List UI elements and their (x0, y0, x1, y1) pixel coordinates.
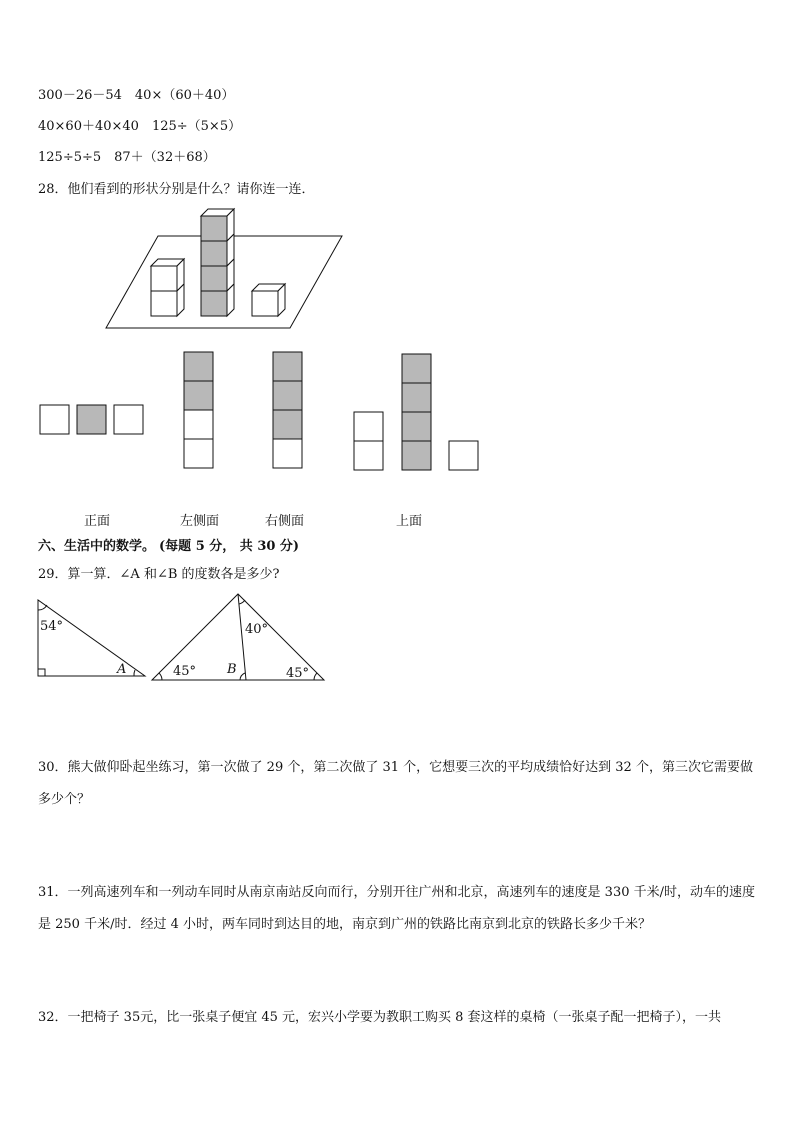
right-triangle-figure (38, 600, 145, 677)
view-label-right: 右侧面 (265, 514, 305, 529)
middle-cube-stack (201, 209, 234, 316)
tri2-label-b: B (227, 662, 237, 677)
exercise-row-3: 125÷5÷5 87＋（32＋68） (38, 150, 216, 165)
right-cube (252, 284, 285, 316)
view-option-right (273, 352, 302, 468)
exercise-row-1: 300－26－54 40×（60＋40） (38, 88, 235, 103)
view-option-left (184, 352, 213, 468)
tri1-label-a: A (117, 662, 127, 677)
section-6-title: 六、生活中的数学。 (38, 539, 156, 554)
exercise-row-2: 40×60＋40×40 125÷（5×5） (38, 119, 242, 134)
view-option-top (354, 354, 478, 470)
view-label-front: 正面 (84, 514, 111, 529)
view-label-left: 左侧面 (180, 514, 220, 529)
question-28: 28．他们看到的形状分别是什么？请你连一连． (38, 182, 315, 197)
question-29: 29．算一算．∠A 和∠B 的度数各是多少? (38, 567, 280, 582)
view-option-front (40, 405, 143, 434)
question-31: 31．一列高速列车和一列动车同时从南京南站反向而行，分别开往广州和北京，高速列车的速度是 330 千米/时，动车的速度是 250 千米/时．经过 4 小时，两车同时到达目的地，南京到广州的铁路比南京到北京的铁路长多少千米？ (38, 885, 756, 932)
tri2-angle-left: 45° (173, 664, 197, 679)
split-triangle-figure (152, 594, 324, 681)
tri1-angle-top: 54° (40, 619, 64, 634)
cube-arrangement-figure (106, 209, 342, 328)
tri2-angle-top: 40° (245, 622, 269, 637)
section-6-heading (38, 535, 303, 554)
question-30: 30．熊大做仰卧起坐练习，第一次做了 29 个，第二次做了 31 个，它想要三次的平均成绩恰好达到 32 个，第三次它需要做多少个？ (38, 760, 753, 807)
tri2-angle-right: 45° (286, 666, 310, 681)
view-label-top: 上面 (396, 514, 423, 529)
section-6-detail: (每题 5 分， 共 30 分) (159, 539, 300, 554)
question-32: 32．一把椅子 35元，比一张桌子便宜 45 元，宏兴小学要为教职工购买 8 套这样的桌椅（一张桌子配一把椅子），一共 (38, 1010, 722, 1025)
left-cube-stack (151, 259, 184, 316)
